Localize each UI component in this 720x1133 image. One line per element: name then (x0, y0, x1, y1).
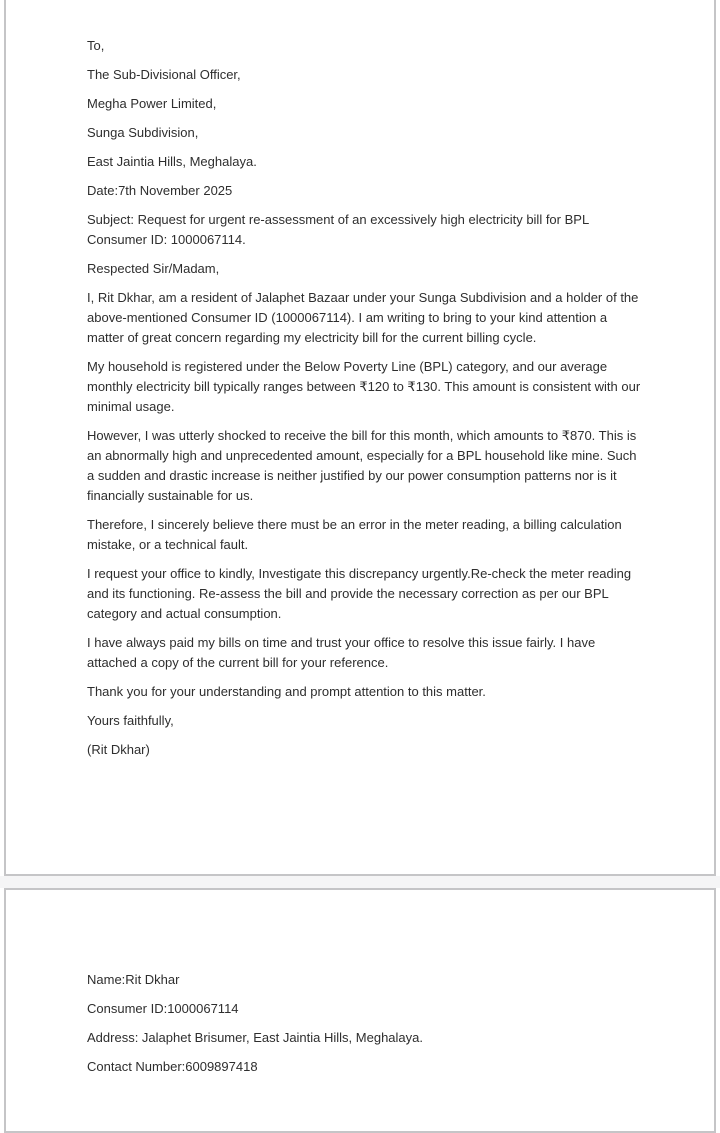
closing-line: Yours faithfully, (87, 713, 174, 728)
body-paragraph: However, I was utterly shocked to receive the bill for this month, which amounts to ₹870. This is an abnormally high and unprecedented amount, especially for a BPL household like mine. Such a sudden and drastic increase is neither justified by our power consumption patterns nor is it financially sustainable for us. (87, 428, 641, 503)
body-paragraph: My household is registered under the Below Poverty Line (BPL) category, and our average monthly electricity bill typically ranges between ₹120 to ₹130. This amount is consistent with our minimal usage. (87, 359, 644, 414)
body-paragraph: Therefore, I sincerely believe there must be an error in the meter reading, a billing calculation mistake, or a technical fault. (87, 517, 626, 552)
recipient-line: The Sub-Divisional Officer, (87, 67, 241, 82)
recipient-line: Sunga Subdivision, (87, 125, 199, 140)
page-break-band (0, 876, 720, 888)
subject-line: Subject: Request for urgent re-assessment of an excessively high electricity bill for BPL Consumer ID: 1000067114. (87, 212, 593, 247)
signature-line: (Rit Dkhar) (87, 742, 150, 757)
recipient-line: Megha Power Limited, (87, 96, 217, 111)
consumer-name-line: Name:Rit Dkhar (87, 972, 180, 987)
salutation: Respected Sir/Madam, (87, 261, 220, 276)
consumer-id-line: Consumer ID:1000067114 (87, 1001, 239, 1016)
body-paragraph: I have always paid my bills on time and trust your office to resolve this issue fairly. I have attached a copy of the current bill for your reference. (87, 635, 599, 670)
recipient-line: East Jaintia Hills, Meghalaya. (87, 154, 257, 169)
body-paragraph: I request your office to kindly, Investigate this discrepancy urgently.Re-check the meter reading and its functioning. Re-assess the bill and provide the necessary correction as per our BPL category and actual consumption. (87, 566, 635, 621)
consumer-details-page (4, 888, 716, 1133)
body-paragraph: I, Rit Dkhar, am a resident of Jalaphet Bazaar under your Sunga Subdivision and a holder of the above-mentioned Consumer ID (1000067114). I am writing to bring to your kind attention a matter of great concern regarding my electricity bill for the current billing cycle. (87, 290, 643, 345)
consumer-address-line: Address: Jalaphet Brisumer, East Jaintia Hills, Meghalaya. (87, 1030, 423, 1045)
consumer-contact-line: Contact Number:6009897418 (87, 1059, 258, 1074)
letter-page (4, 0, 716, 876)
recipient-line: To, (87, 38, 105, 53)
body-paragraph: Thank you for your understanding and prompt attention to this matter. (87, 684, 486, 699)
date-line: Date:7th November 2025 (87, 183, 233, 198)
